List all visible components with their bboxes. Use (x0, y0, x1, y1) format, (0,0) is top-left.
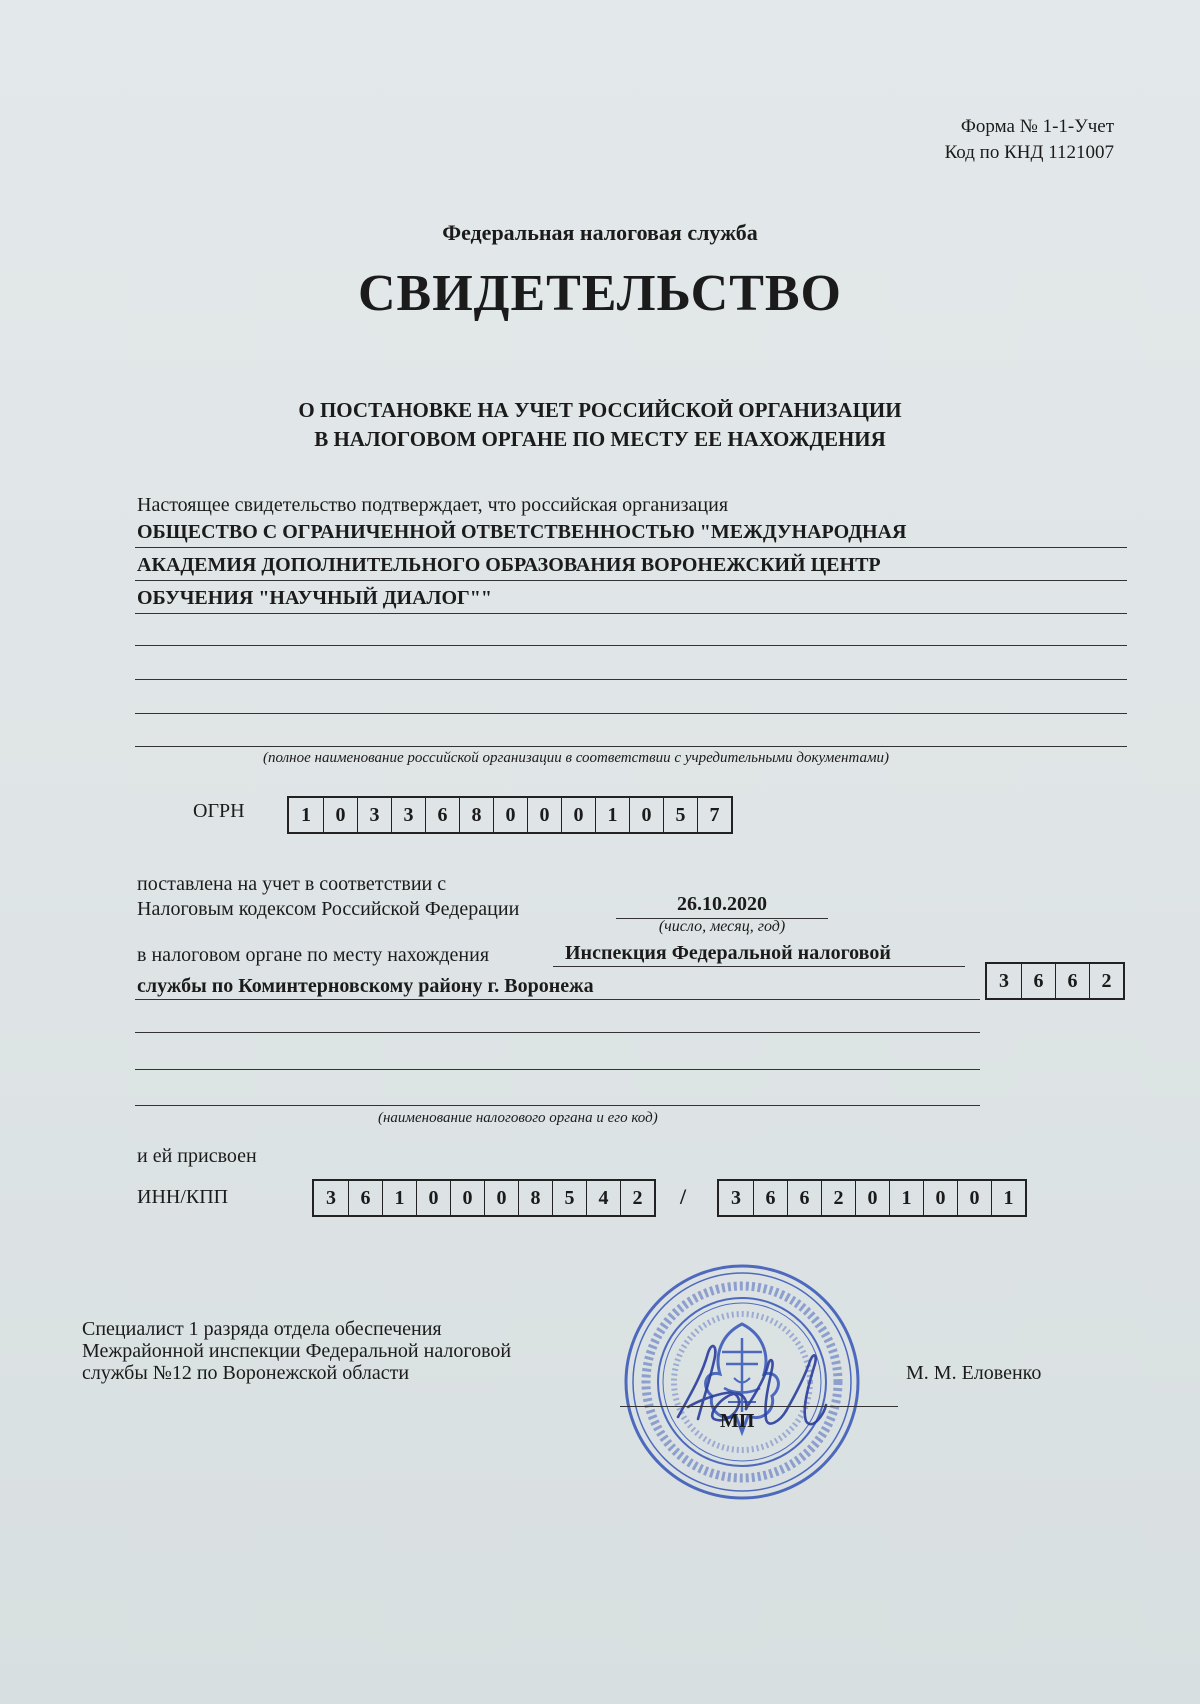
signatory-line-3: службы №12 по Воронежской области (82, 1362, 410, 1384)
ogrn-digit: 7 (697, 798, 731, 832)
underline (135, 580, 1127, 581)
ogrn-digit: 8 (459, 798, 493, 832)
ogrn-digit: 0 (527, 798, 561, 832)
org-name-line-1: ОБЩЕСТВО С ОГРАНИЧЕННОЙ ОТВЕТСТВЕННОСТЬЮ "МЕЖДУНАРОДНАЯ (137, 521, 907, 543)
inn-digit: 8 (518, 1181, 552, 1215)
tax-code-digit: 2 (1089, 964, 1123, 998)
kpp-digit: 1 (991, 1181, 1025, 1215)
registration-date: 26.10.2020 (677, 893, 767, 915)
underline (135, 1069, 980, 1070)
kpp-digit: 0 (855, 1181, 889, 1215)
kpp-digit: 3 (731, 1186, 741, 1209)
tax-authority-prefix: в налоговом органе по месту нахождения (137, 944, 490, 966)
document-subtitle (0, 396, 1200, 454)
ogrn-digit: 5 (663, 798, 697, 832)
ogrn-digit: 0 (493, 798, 527, 832)
inn-digit: 0 (450, 1181, 484, 1215)
mp-label: МП (720, 1410, 755, 1432)
kpp-digit: 6 (787, 1181, 821, 1215)
tax-authority-name-line-2: службы по Коминтерновскому району г. Воронежа (137, 975, 594, 997)
underline (135, 645, 1127, 646)
org-name-line-3: ОБУЧЕНИЯ "НАУЧНЫЙ ДИАЛОГ"" (137, 587, 492, 609)
tax-authority-name-line-1: Инспекция Федеральной налоговой (565, 942, 891, 964)
kpp-digit: 0 (957, 1181, 991, 1215)
form-knd-code: Код по КНД 1121007 (944, 142, 1114, 163)
kpp-digit: 0 (923, 1181, 957, 1215)
subtitle-line-2: В НАЛОГОВОМ ОРГАНЕ ПО МЕСТУ ЕЕ НАХОЖДЕНИЯ (314, 427, 886, 451)
tax-code-digit: 3 (999, 969, 1009, 992)
inn-digit: 5 (552, 1181, 586, 1215)
inn-kpp-separator: / (680, 1184, 687, 1209)
form-meta (945, 114, 1114, 166)
document-title: СВИДЕТЕЛЬСТВО (357, 265, 843, 322)
ogrn-digit: 6 (425, 798, 459, 832)
org-name-line-2: АКАДЕМИЯ ДОПОЛНИТЕЛЬНОГО ОБРАЗОВАНИЯ ВОРОНЕЖСКИЙ ЦЕНТР (137, 554, 881, 576)
inn-digit: 1 (382, 1181, 416, 1215)
underline (135, 1032, 980, 1033)
underline (135, 1105, 980, 1106)
signatory-position (82, 1318, 511, 1384)
underline (135, 999, 980, 1000)
inn-digit: 6 (348, 1181, 382, 1215)
underline (135, 746, 1127, 747)
kpp-digit: 2 (821, 1181, 855, 1215)
subtitle-line-1: О ПОСТАНОВКЕ НА УЧЕТ РОССИЙСКОЙ ОРГАНИЗАЦИИ (298, 398, 902, 422)
ogrn-digit: 0 (561, 798, 595, 832)
ogrn-digit: 0 (323, 798, 357, 832)
org-name-hint: (полное наименование российской организации в соответствии с учредительными документами) (263, 750, 890, 766)
inn-boxes (312, 1179, 656, 1217)
ogrn-boxes (287, 796, 733, 834)
agency-name: Федеральная налоговая служба (442, 220, 758, 245)
inn-kpp-label: ИНН/КПП (137, 1186, 229, 1208)
assigned-text: и ей присвоен (137, 1145, 257, 1167)
kpp-digit: 1 (889, 1181, 923, 1215)
form-number: Форма № 1-1-Учет (960, 116, 1114, 137)
tax-authority-hint: (наименование налогового органа и его код) (378, 1110, 658, 1126)
inn-digit: 2 (620, 1181, 654, 1215)
underline (135, 613, 1127, 614)
signatory-line-2: Межрайонной инспекции Федеральной налоговой (82, 1340, 512, 1362)
registered-line-2: Налоговым кодексом Российской Федерации (137, 898, 520, 920)
inn-digit: 0 (484, 1181, 518, 1215)
date-hint: (число, месяц, год) (658, 918, 786, 935)
kpp-boxes (717, 1179, 1027, 1217)
tax-code-digit: 6 (1021, 964, 1055, 998)
inn-digit: 0 (416, 1181, 450, 1215)
signatory-line-1: Специалист 1 разряда отдела обеспечения (82, 1318, 442, 1340)
underline (135, 713, 1127, 714)
signatory-name: М. М. Еловенко (906, 1362, 1042, 1384)
intro-text: Настоящее свидетельство подтверждает, что российская организация (137, 494, 729, 516)
underline (135, 547, 1127, 548)
kpp-digit: 6 (753, 1181, 787, 1215)
ogrn-digit: 3 (357, 798, 391, 832)
ogrn-digit: 0 (629, 798, 663, 832)
ogrn-label: ОГРН (193, 800, 245, 822)
signature-line (620, 1406, 898, 1407)
tax-authority-code-boxes (985, 962, 1125, 1000)
tax-code-digit: 6 (1055, 964, 1089, 998)
underline (553, 966, 965, 967)
ogrn-digit: 1 (301, 803, 311, 826)
underline (135, 679, 1127, 680)
registered-line-1: поставлена на учет в соответствии с (137, 873, 447, 895)
inn-digit: 3 (326, 1186, 336, 1209)
inn-digit: 4 (586, 1181, 620, 1215)
ogrn-digit: 3 (391, 798, 425, 832)
ogrn-digit: 1 (595, 798, 629, 832)
